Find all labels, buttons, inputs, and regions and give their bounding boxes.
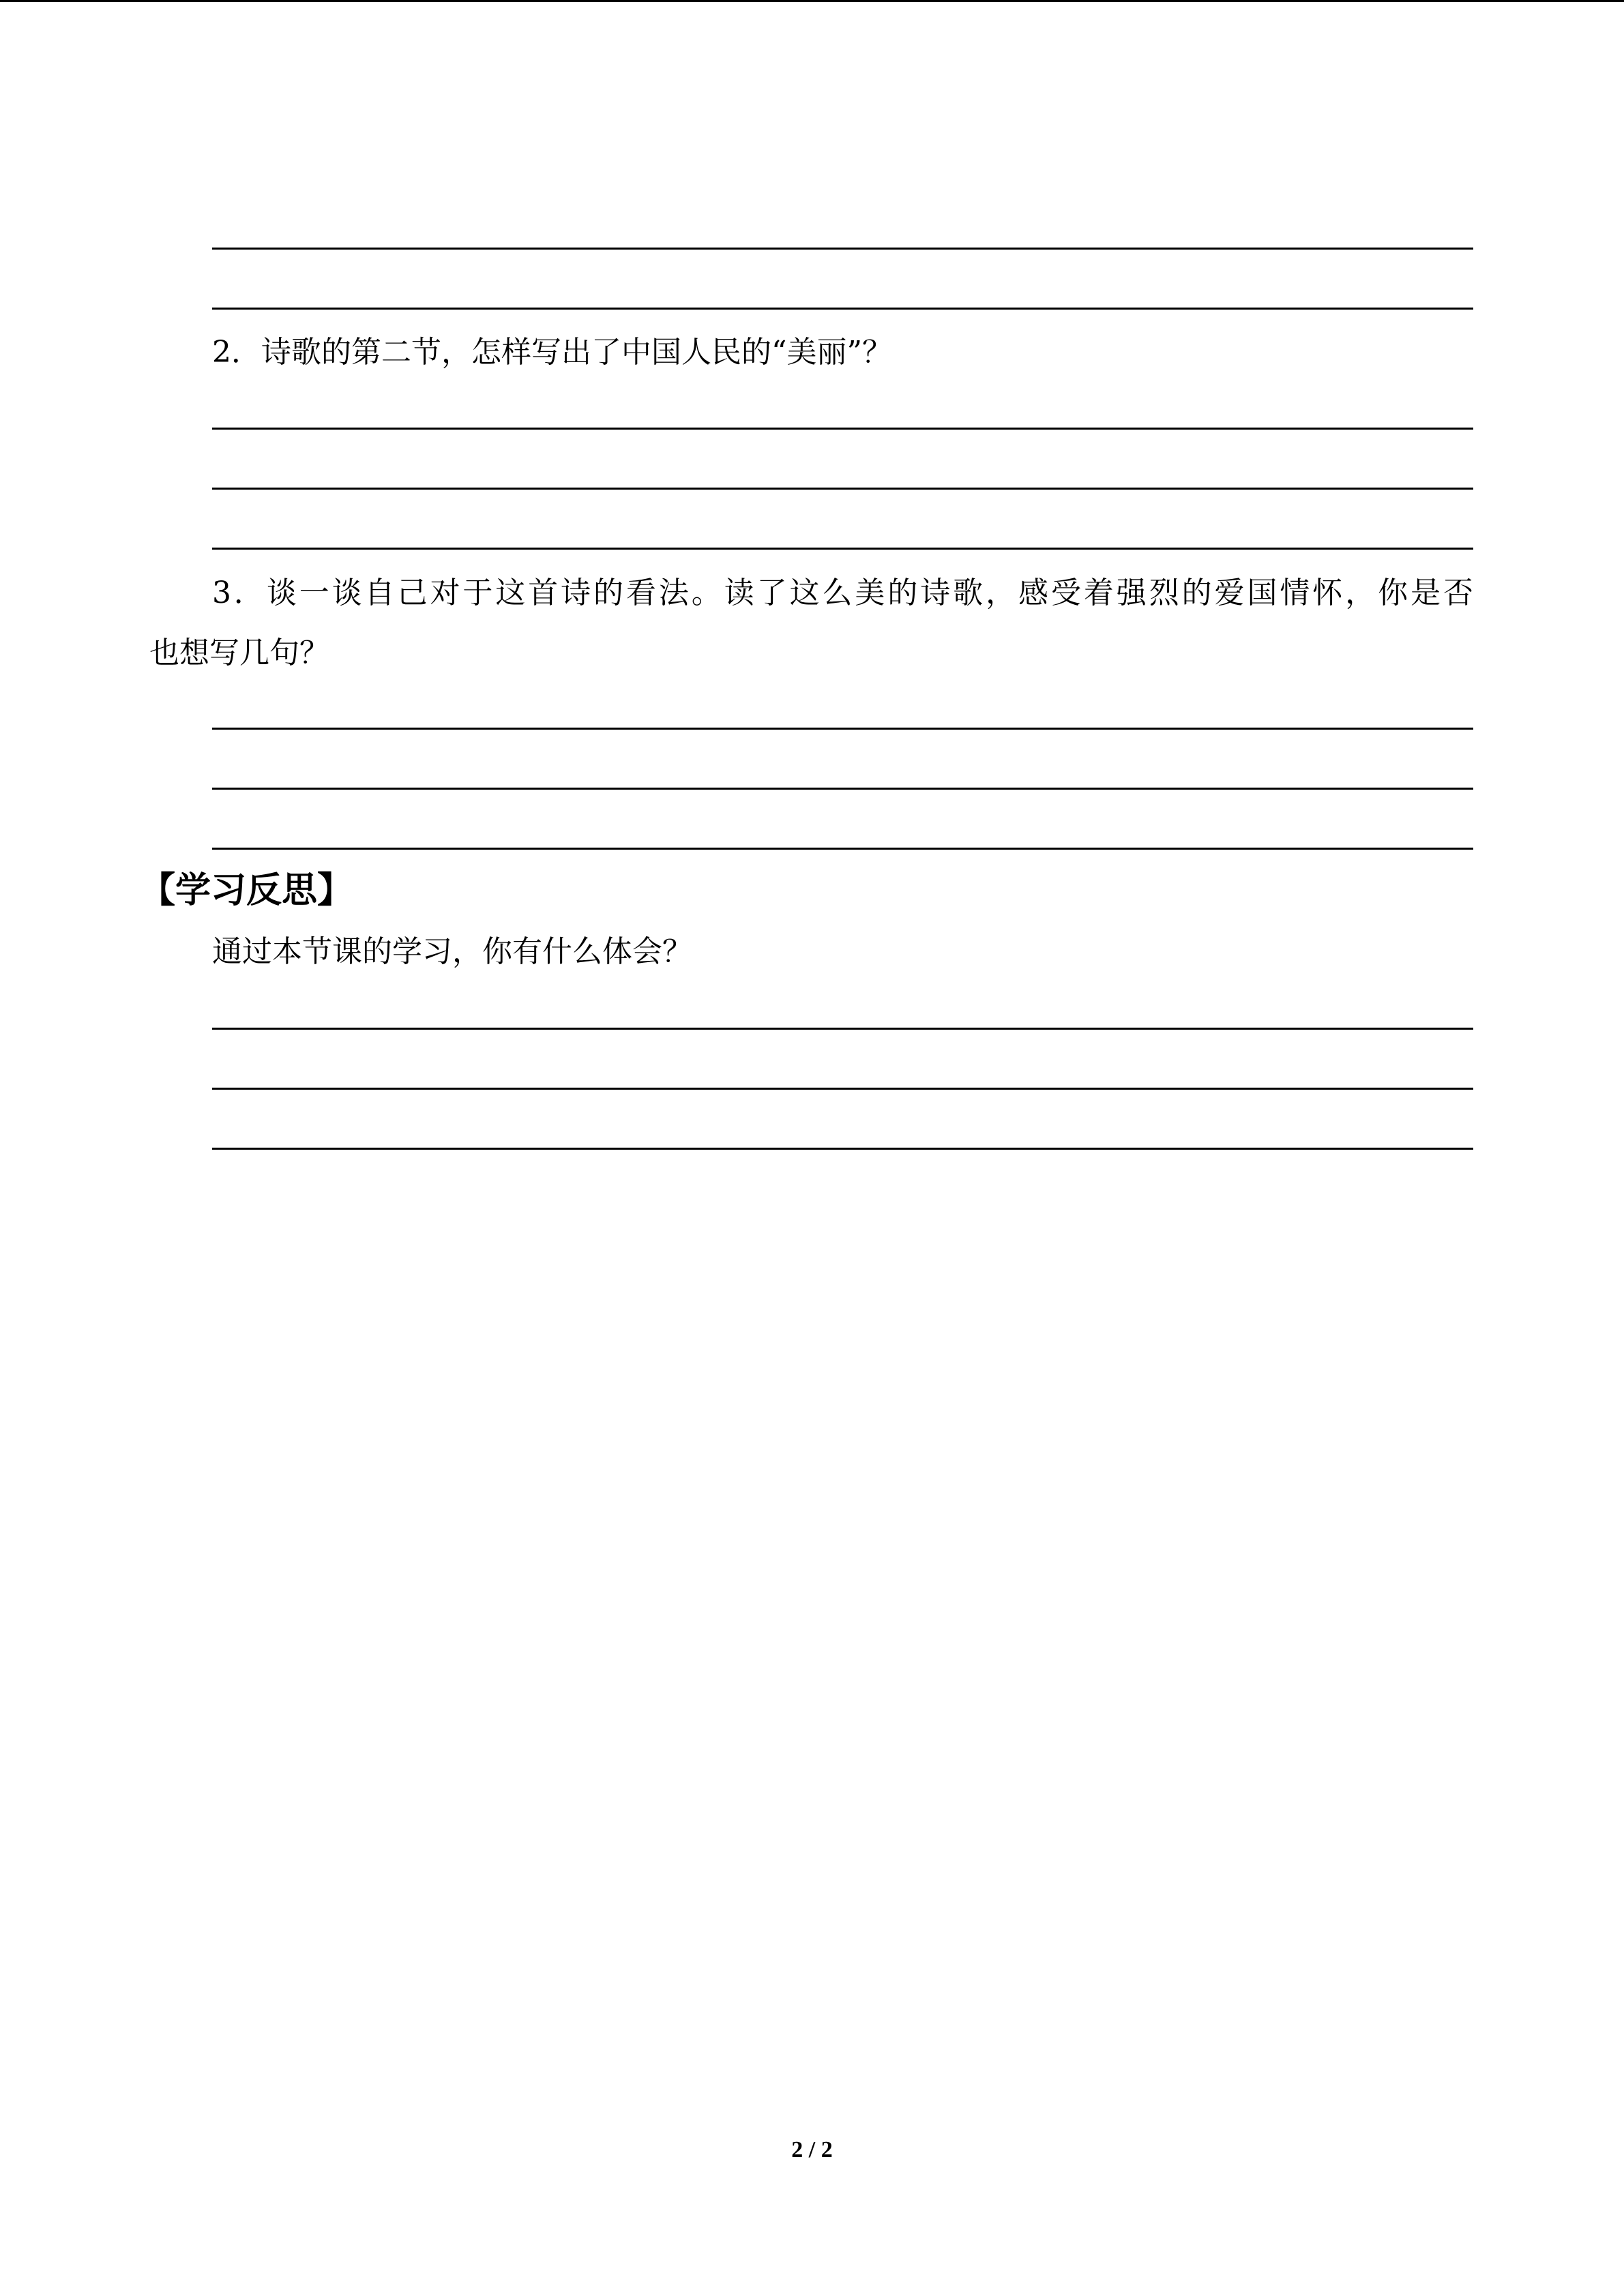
section-heading-reflection: 【学习反思】 — [140, 870, 353, 911]
answer-line[interactable] — [212, 248, 1473, 250]
answer-line[interactable] — [212, 428, 1473, 430]
page-number: 2 / 2 — [791, 2137, 833, 2162]
answer-line[interactable] — [212, 848, 1473, 850]
answer-line[interactable] — [212, 548, 1473, 550]
answer-line[interactable] — [212, 788, 1473, 790]
answer-line[interactable] — [212, 728, 1473, 730]
page-top-border — [0, 0, 1624, 2]
question-3-line-1: 3．谈一谈自己对于这首诗的看法。读了这么美的诗歌，感受着强烈的爱国情怀，你是否 — [212, 576, 1473, 610]
question-3-line-2: 也想写几句？ — [149, 636, 329, 670]
answer-line[interactable] — [212, 1148, 1473, 1150]
answer-line[interactable] — [212, 488, 1473, 490]
answer-line[interactable] — [212, 1088, 1473, 1090]
answer-line[interactable] — [212, 1028, 1473, 1030]
reflection-prompt: 通过本节课的学习，你有什么体会？ — [212, 934, 692, 969]
answer-line[interactable] — [212, 308, 1473, 310]
question-2: 2．诗歌的第二节，怎样写出了中国人民的“美丽”？ — [212, 335, 892, 370]
